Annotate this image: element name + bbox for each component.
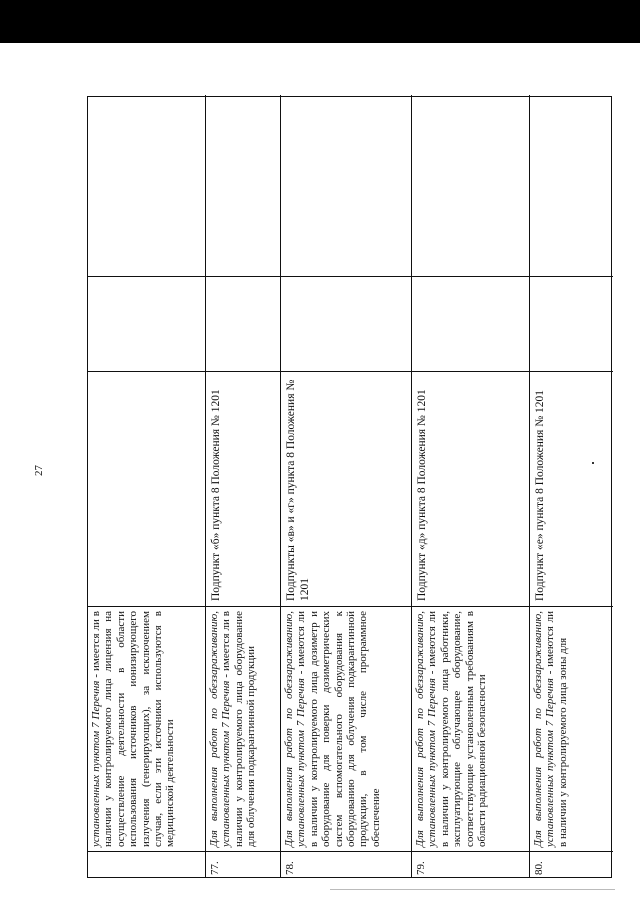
note-cell: [281, 95, 411, 277]
page-number: 27: [33, 465, 45, 476]
answer-cell: [412, 277, 529, 372]
answer-cell: [530, 277, 613, 372]
requirement-text: [412, 607, 529, 852]
requirements-table: [87, 96, 612, 878]
requirement-condition: Для выполнения работ по обеззараживанию, установленных пунктом 7 Перечня: [414, 611, 439, 847]
note-cell: [206, 95, 280, 277]
requirement-question: - имеется ли в наличии у контролируемого лица оборудование для облучения подкарантинной продукции: [220, 611, 258, 847]
requirement-question: - имеется ли в наличии у контролируемого лица лицензия на осуществление деятельности в области использования источников ионизирующего излучения (генерирующих), за исключением случая, если эти источники используются в медицинской деятельности: [90, 611, 177, 847]
note-cell: [412, 95, 529, 277]
note-cell: [530, 95, 613, 277]
table-row: [206, 95, 281, 877]
legal-reference: Подпункты «в» и «г» пункта 8 Положения № 1201: [281, 372, 411, 607]
requirement-text: [88, 607, 205, 852]
table-row: [281, 95, 412, 877]
requirement-question: - имеются ли в наличии у контролируемого лица зоны для: [544, 611, 569, 847]
row-number: [88, 852, 205, 877]
answer-cell: [281, 277, 411, 372]
row-number: 78.: [284, 861, 296, 875]
requirement-condition: Для выполнения работ по обеззараживанию, установленных пунктом 7 Перечня: [283, 611, 308, 847]
requirement-condition: Для выполнения работ по обеззараживанию, установленных пунктом 7 Перечня: [208, 611, 233, 847]
table-row: [530, 95, 613, 877]
requirement-question: - имеются ли в наличии у контролируемого лица работники, эксплуатирующие облучающее оборудование, соответствующие установленным требованиям в области радиационной безопасности: [426, 611, 489, 847]
scan-edge-line: [330, 889, 615, 890]
legal-reference: Подпункт «б» пункта 8 Положения № 1201: [206, 372, 280, 607]
table-row: [412, 95, 530, 877]
requirement-text: [530, 607, 613, 852]
requirement-condition: Для выполнения работ по обеззараживанию, установленных пунктом 7 Перечня: [532, 611, 557, 847]
table-row: [88, 95, 206, 877]
row-number: 79.: [415, 861, 427, 875]
requirement-text: [206, 607, 280, 852]
requirement-question: - имеются ли в наличии у контролируемого лица дозиметр и оборудование для поверки дозиметрических систем вспомогательного оборудования к оборудованию для облучения подкарантинной продукции, в том числе программное обеспечение: [295, 611, 382, 847]
note-cell: [88, 95, 205, 277]
requirement-text: [281, 607, 411, 852]
legal-reference: Подпункт «е» пункта 8 Положения № 1201: [530, 372, 613, 607]
answer-cell: [88, 277, 205, 372]
answer-cell: [206, 277, 280, 372]
legal-reference: [88, 372, 205, 607]
legal-reference: Подпункт «д» пункта 8 Положения № 1201: [412, 372, 529, 607]
row-number: 77.: [209, 861, 221, 875]
requirement-condition: установленных пунктом 7 Перечня: [90, 680, 102, 847]
scan-top-band: [0, 0, 640, 43]
row-number: 80.: [533, 861, 545, 875]
